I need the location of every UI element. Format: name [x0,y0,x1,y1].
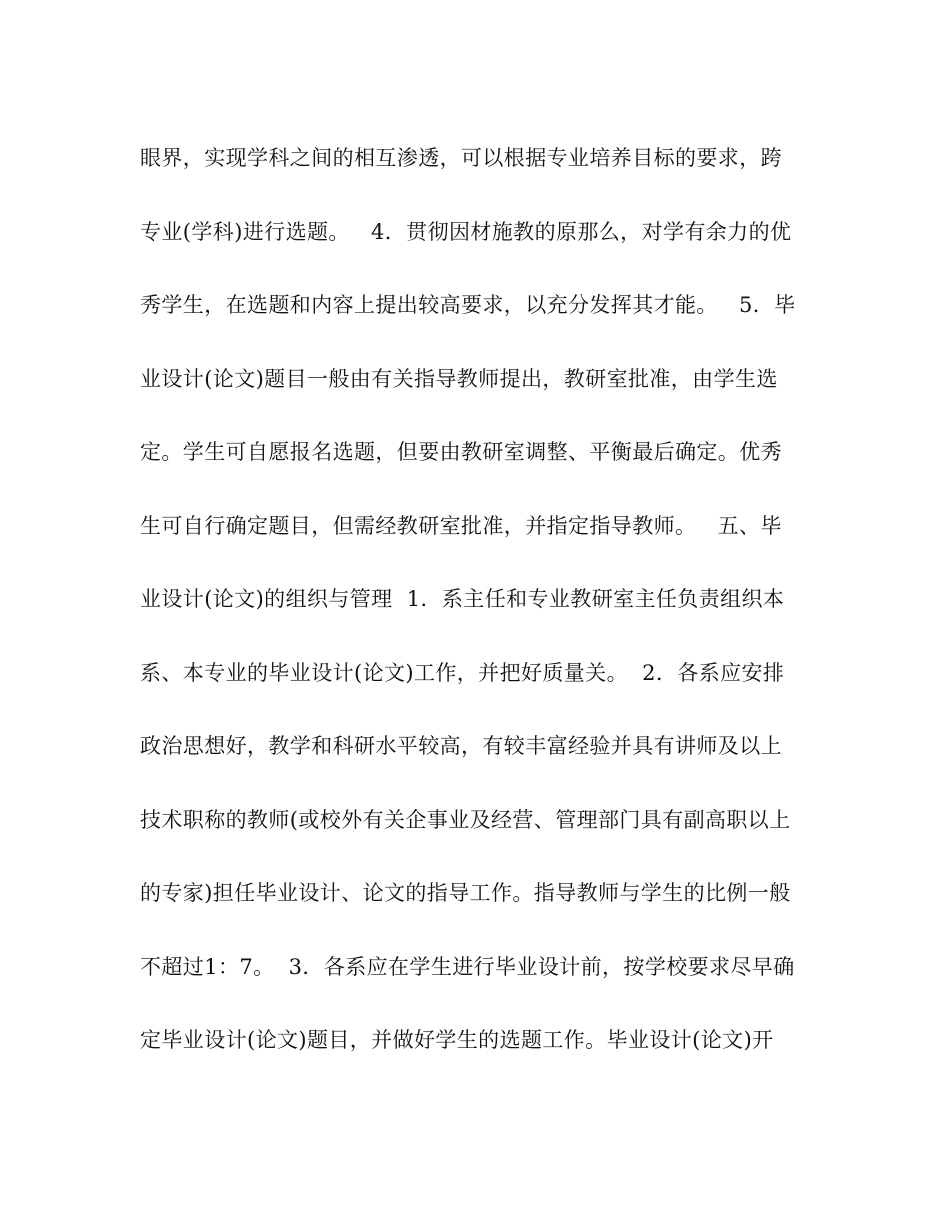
text-line: 技术职称的教师(或校外有关企事业及经营、管理部门具有副高职以上 [140,807,791,832]
text-line: 系、本专业的毕业设计(论文)工作，并把好质量关。 2．各系应安排 [140,660,785,685]
text-line: 秀学生，在选题和内容上提出较高要求，以充分发挥其才能。 5．毕 [140,293,796,317]
body-text [140,136,820,1092]
text-line: 定毕业设计(论文)题目，并做好学生的选题工作。毕业设计(论文)开 [140,1028,774,1052]
text-line: 专业(学科)进行选题。 4．贯彻因材施教的原那么，对学有余力的优 [140,219,792,244]
text-line: 定。学生可自愿报名选题，但要由教研室调整、平衡最后确定。优秀 [140,440,782,464]
text-line: 业设计(论文)题目一般由有关指导教师提出，教研室批准，由学生选 [140,366,778,391]
text-line: 眼界，实现学科之间的相互渗透，可以根据专业培养目标的要求，跨 [140,146,782,170]
text-line: 不超过1：7。 3．各系应在学生进行毕业设计前，按学校要求尽早确 [140,954,795,979]
text-line: 的专家)担任毕业设计、论文的指导工作。指导教师与学生的比例一般 [140,881,791,905]
text-line: 生可自行确定题目，但需经教研室批准，并指定指导教师。 五、毕 [140,513,782,538]
text-line: 政治思想好，教学和科研水平较高，有较丰富经验并具有讲师及以上 [140,734,782,758]
text-line: 业设计(论文)的组织与管理 1．系主任和专业教研室主任负责组织本 [140,587,785,611]
